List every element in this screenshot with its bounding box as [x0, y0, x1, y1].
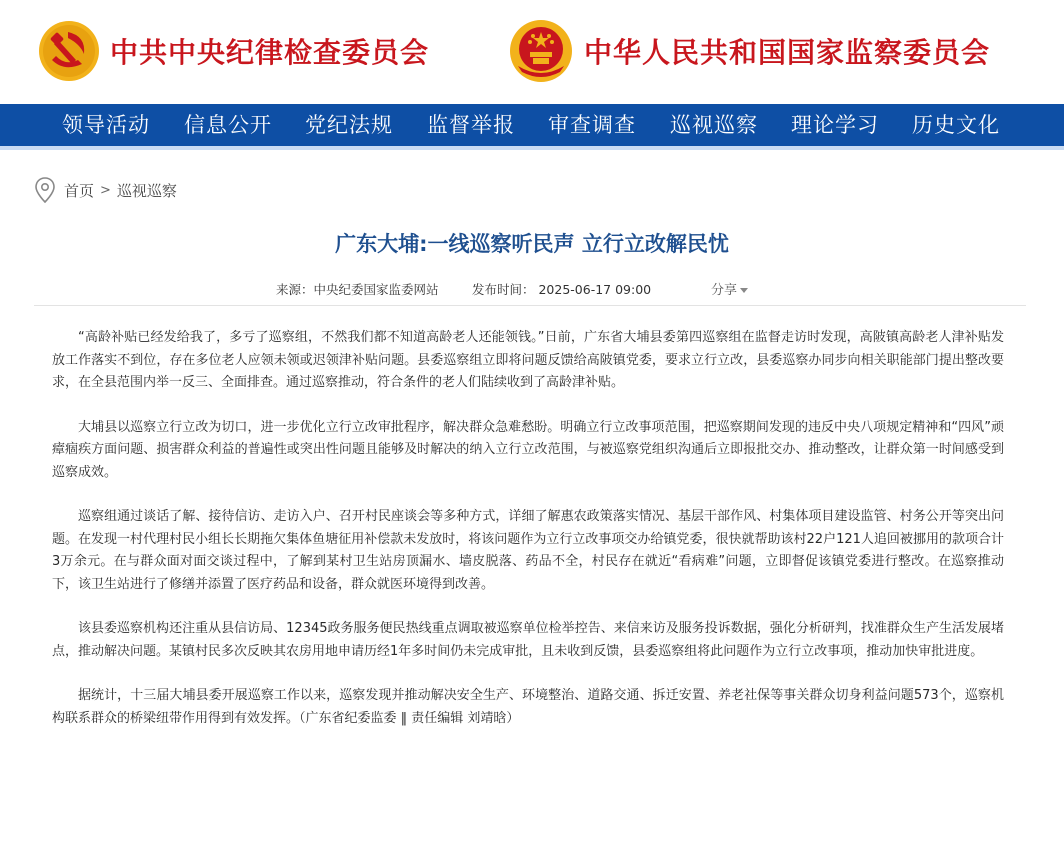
nav-item-inspection[interactable]: 巡视巡察 — [670, 113, 758, 137]
article-body — [52, 327, 1004, 752]
article-source: 来源：中央纪委国家监委网站 — [276, 282, 439, 297]
nsc-title: 中华人民共和国国家监察委员会 — [584, 36, 991, 69]
divider — [34, 305, 1026, 306]
site-header — [0, 0, 1064, 104]
nav-item-theory[interactable]: 理论学习 — [791, 113, 879, 137]
nav-item-regulations[interactable]: 党纪法规 — [305, 113, 393, 137]
ccdi-brand[interactable] — [38, 18, 429, 84]
article-paragraph: “高龄补贴已经发给我了，多亏了巡察组，不然我们都不知道高龄老人还能领钱。”日前，广东省大埔县委第四巡察组在监督走访时发现，高陂镇高龄老人津补贴发放工作落实不到位，存在多位老人应领未领或迟领津补贴问题。县委巡察组立即将问题反馈给高陂镇党委，要求立行立改，县委巡察办同步向相关职能部门提出整改要求，在全县范围内举一反三、全面排查。通过巡察推动，符合条件的老人们陆续收到了高龄津补贴。 — [52, 330, 1004, 390]
caret-down-icon — [740, 288, 748, 293]
national-emblem-icon — [508, 18, 574, 84]
nav-item-info-disclosure[interactable]: 信息公开 — [184, 113, 272, 137]
breadcrumb — [34, 176, 177, 204]
main-nav — [0, 104, 1064, 150]
article-paragraph: 巡察组通过谈话了解、接待信访、走访入户、召开村民座谈会等多种方式，详细了解惠农政策落实情况、基层干部作风、村集体项目建设监管、村务公开等突出问题。在发现一村代理村民小组长长期拖欠集体鱼塘征用补偿款未发放时，将该问题作为立行立改事项交办给镇党委，很快就帮助该村22户121人追回被挪用的款项合计3万余元。在与群众面对面交谈过程中，了解到某村卫生站房顶漏水、墙皮脱落、药品不全，村民存在就近“看病难”问题，立即督促该镇党委进行整改。在巡察推动下，该卫生站进行了修缮并添置了医疗药品和设备，群众就医环境得到改善。 — [52, 509, 1004, 592]
nav-item-leadership[interactable]: 领导活动 — [62, 113, 150, 137]
party-emblem-icon — [38, 20, 100, 82]
article-publish-time: 发布时间： 2025-06-17 09:00 — [472, 282, 652, 297]
share-button[interactable] — [711, 279, 748, 298]
article-title: 广东大埔:一线巡察听民声 立行立改解民忧 — [335, 232, 729, 256]
nav-item-investigation[interactable]: 审查调查 — [548, 113, 636, 137]
breadcrumb-home[interactable]: 首页 — [64, 181, 95, 200]
share-label: 分享 — [711, 283, 738, 298]
nav-item-report[interactable]: 监督举报 — [427, 113, 515, 137]
nav-item-history[interactable]: 历史文化 — [912, 113, 1000, 137]
nsc-brand[interactable] — [508, 18, 990, 84]
article-paragraph: 大埔县以巡察立行立改为切口，进一步优化立行立改审批程序，解决群众急难愁盼。明确立行立改事项范围，把巡察期间发现的违反中央八项规定精神和“四风”顽瘴痼疾方面问题、损害群众利益的普遍性或突出性问题且能够及时解决的纳入立行立改范围，与被巡察党组织沟通后立即报批交办、推动整改，让群众第一时间感受到巡察成效。 — [52, 419, 1004, 480]
breadcrumb-separator: > — [100, 182, 111, 198]
article-paragraph: 据统计，十三届大埔县委开展巡察工作以来，巡察发现并推动解决安全生产、环境整治、道路交通、拆迁安置、养老社保等事关群众切身利益问题573个，巡察机构联系群众的桥梁纽带作用得到有效发挥。（广东省纪委监委 ‖ 责任编辑 刘靖晗） — [52, 688, 1004, 726]
ccdi-title: 中共中央纪律检查委员会 — [110, 36, 430, 69]
breadcrumb-current[interactable]: 巡视巡察 — [116, 181, 177, 200]
article-paragraph: 该县委巡察机构还注重从县信访局、12345政务服务便民热线重点调取被巡察单位检举控告、来信来访及服务投诉数据，强化分析研判，找准群众生产生活发展堵点，推动解决问题。某镇村民多次反映其农房用地申请历经1年多时间仍未完成审批，且未收到反馈，县委巡察组将此问题作为立行立改事项，推动加快审批进度。 — [52, 621, 1004, 659]
location-pin-icon — [34, 177, 56, 203]
